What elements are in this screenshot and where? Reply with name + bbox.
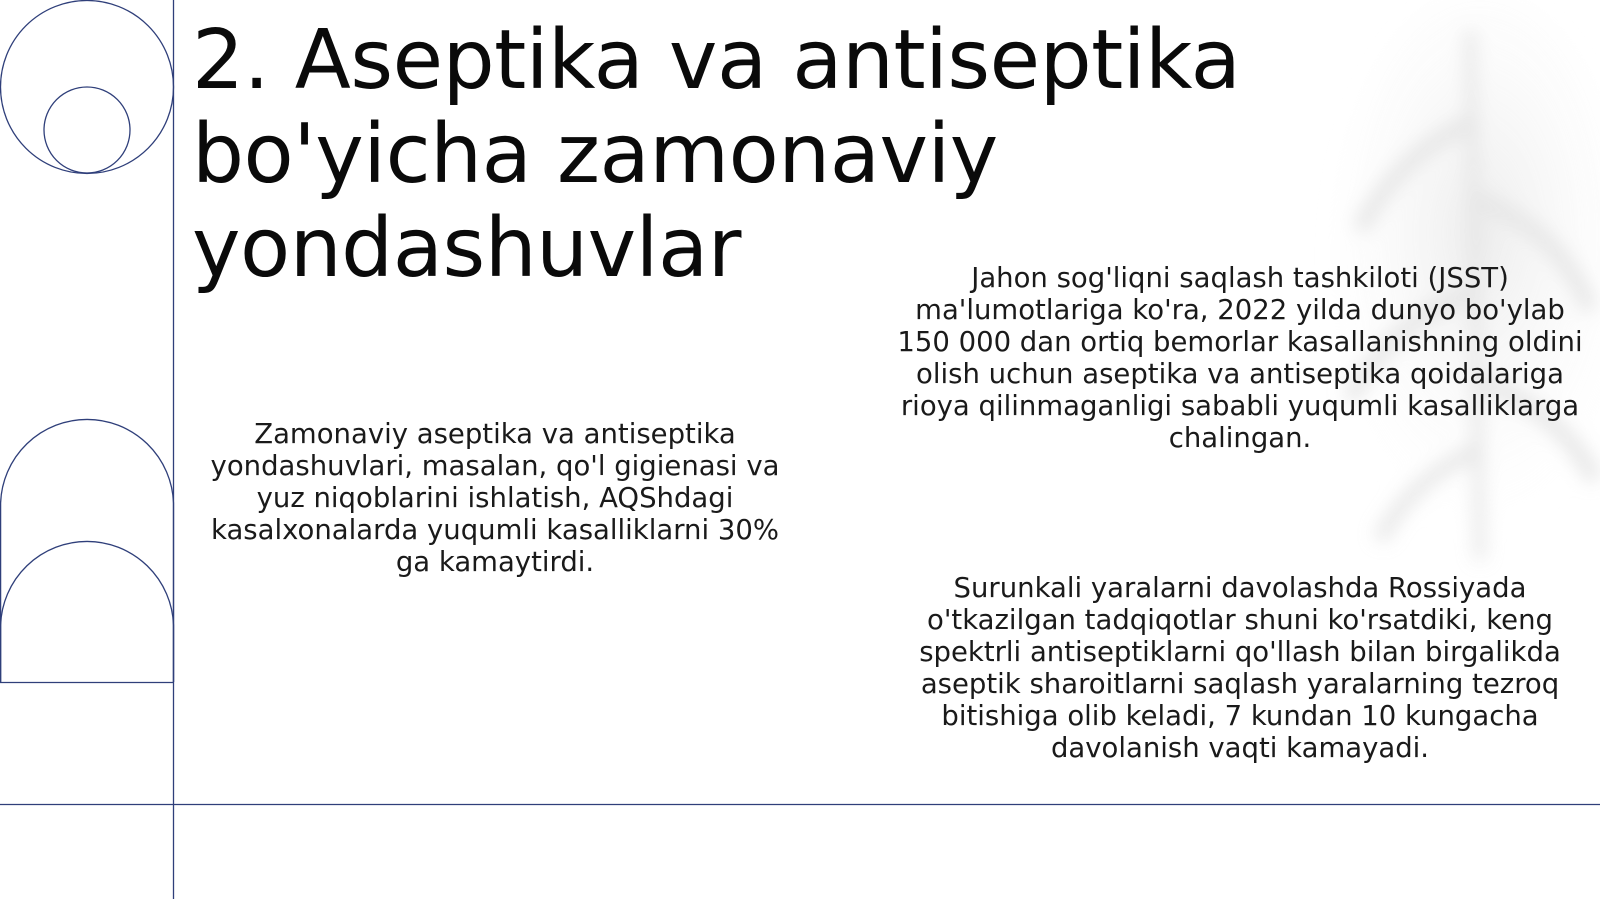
upper-arch-outline: [1, 419, 174, 682]
slide-title: 2. Aseptika va antiseptika bo'yicha zamonaviy yondashuvlar: [192, 13, 1241, 296]
lower-arch-outline: [1, 541, 174, 682]
left-paragraph: Zamonaviy aseptika va antiseptika yondashuvlari, masalan, qo'l gigienasi va yuz niqoblarini ishlatish, AQShdagi kasalxonalarda yuqumli kasalliklarni 30% ga kamaytirdi.: [210, 418, 780, 578]
small-circle-outline: [44, 87, 130, 173]
right-bottom-paragraph: Surunkali yaralarni davolashda Rossiyada o'tkazilgan tadqiqotlar shuni ko'rsatdiki, keng spektrli antiseptiklarni qo'llash bilan birgalikda aseptik sharoitlarni saqlash yaralarning tezroq bitishiga olib keladi, 7 kundan 10 kungacha davolanish vaqti kamayadi.: [919, 572, 1561, 764]
right-top-paragraph: Jahon sog'liqni saqlash tashkiloti (JSST) ma'lumotlariga ko'ra, 2022 yilda dunyo bo'ylab 150 000 dan ortiq bemorlar kasallanishning oldini olish uchun aseptika va antiseptika qoidalariga rioya qilinmaganligi sababli yuqumli kasalliklarga chalingan.: [897, 262, 1583, 454]
